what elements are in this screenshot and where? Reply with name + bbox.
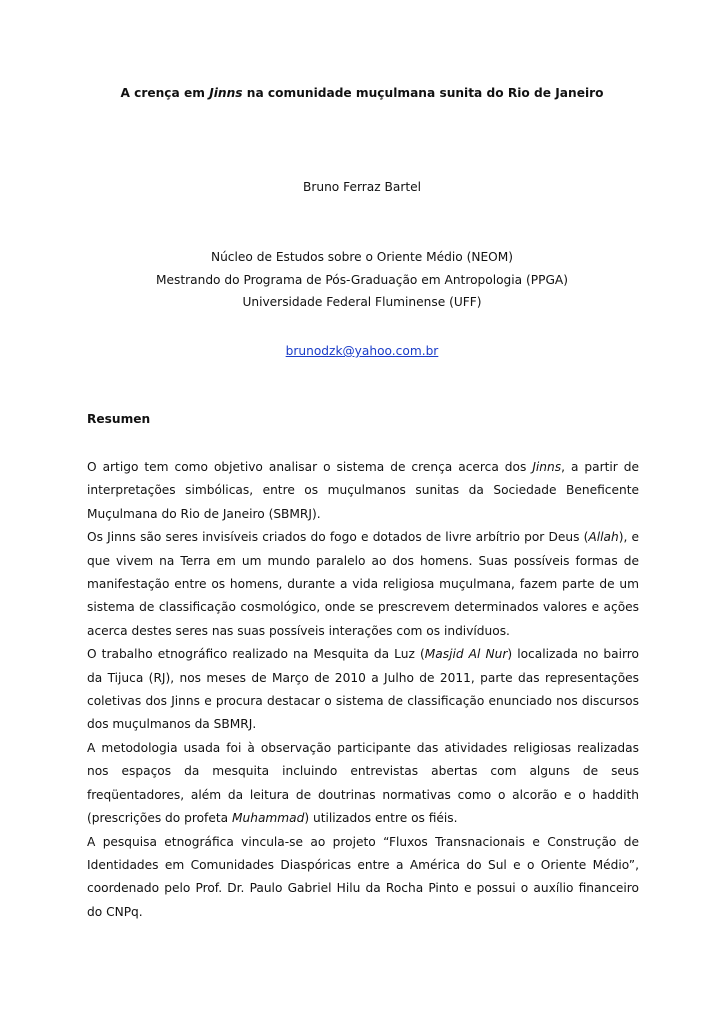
section-heading: Resumen	[87, 412, 151, 426]
abstract-body	[87, 456, 639, 924]
paragraph-text: ) localizada no bairro da Tijuca (RJ), nos meses de Março de 2010 a Julho de 2011, parte das representações coletivas dos Jinns e procura destacar o sistema de classificação enunciado nos discursos dos muçulmanos da SBMRJ.	[87, 647, 640, 732]
author-name: Bruno Ferraz Bartel	[302, 180, 422, 194]
affiliation-line: Núcleo de Estudos sobre o Oriente Médio (NEOM)	[210, 250, 514, 264]
email-link[interactable]: brunodzk@yahoo.com.br	[285, 344, 439, 358]
paragraph-text: O trabalho etnográfico realizado na Mesquita da Luz (	[87, 647, 425, 662]
paragraph-text: , a partir de interpretações simbólicas, entre os muçulmanos sunitas da Sociedade Beneficente Muçulmana do Rio de Janeiro (SBMRJ).	[87, 460, 640, 521]
paper-title	[0, 84, 724, 102]
paragraph-text: Os Jinns são seres invisíveis criados do fogo e dotados de livre arbítrio por Deus (	[87, 530, 589, 545]
abstract-paragraph	[87, 831, 639, 925]
email-line	[0, 342, 724, 360]
affiliation-line: Universidade Federal Fluminense (UFF)	[242, 295, 482, 309]
paragraph-text: A pesquisa etnográfica vincula-se ao projeto “Fluxos Transnacionais e Construção de Identidades em Comunidades Diaspóricas entre a América do Sul e o Oriente Médio”, coordenado pelo Prof. Dr. Paulo Gabriel Hilu da Rocha Pinto e possui o auxílio financeiro do CNPq.	[87, 834, 639, 919]
title-text-before: A crença em	[120, 86, 210, 100]
paragraph-text: O artigo tem como objetivo analisar o sistema de crença acerca dos	[87, 460, 533, 474]
paragraph-text: ), e que vivem na Terra em um mundo paralelo ao dos homens. Suas possíveis formas de manifestação entre os homens, durante a vida religiosa muçulmana, fazem parte de um sistema de classificação cosmológico, onde se prescrevem determinados valores e ações acerca destes seres nas suas possíveis interações com os indivíduos.	[87, 530, 639, 638]
affiliation-block	[0, 246, 724, 314]
affiliation-line: Mestrando do Programa de Pós-Graduação em Antropologia (PPGA)	[155, 272, 569, 287]
paragraph-italic: Allah	[588, 530, 619, 545]
title-text-italic: Jinns	[209, 86, 243, 100]
abstract-paragraph	[87, 526, 639, 643]
abstract-paragraph	[87, 737, 639, 831]
paragraph-italic: Muhammad	[231, 811, 305, 826]
paragraph-italic: Jinns	[532, 460, 562, 474]
abstract-paragraph	[87, 643, 639, 737]
abstract-paragraph	[87, 456, 639, 526]
paragraph-text: A metodologia usada foi à observação participante das atividades religiosas realizadas nos espaços da mesquita incluindo entrevistas abertas com alguns de seus freqüentadores, além da leitura de doutrinas normativas como o alcorão e o haddith (prescrições do profeta	[87, 740, 639, 826]
paragraph-italic: Masjid Al Nur	[424, 647, 508, 662]
title-text-after: na comunidade muçulmana sunita do Rio de Janeiro	[242, 86, 604, 100]
paragraph-text: ) utilizados entre os fiéis.	[304, 811, 458, 826]
